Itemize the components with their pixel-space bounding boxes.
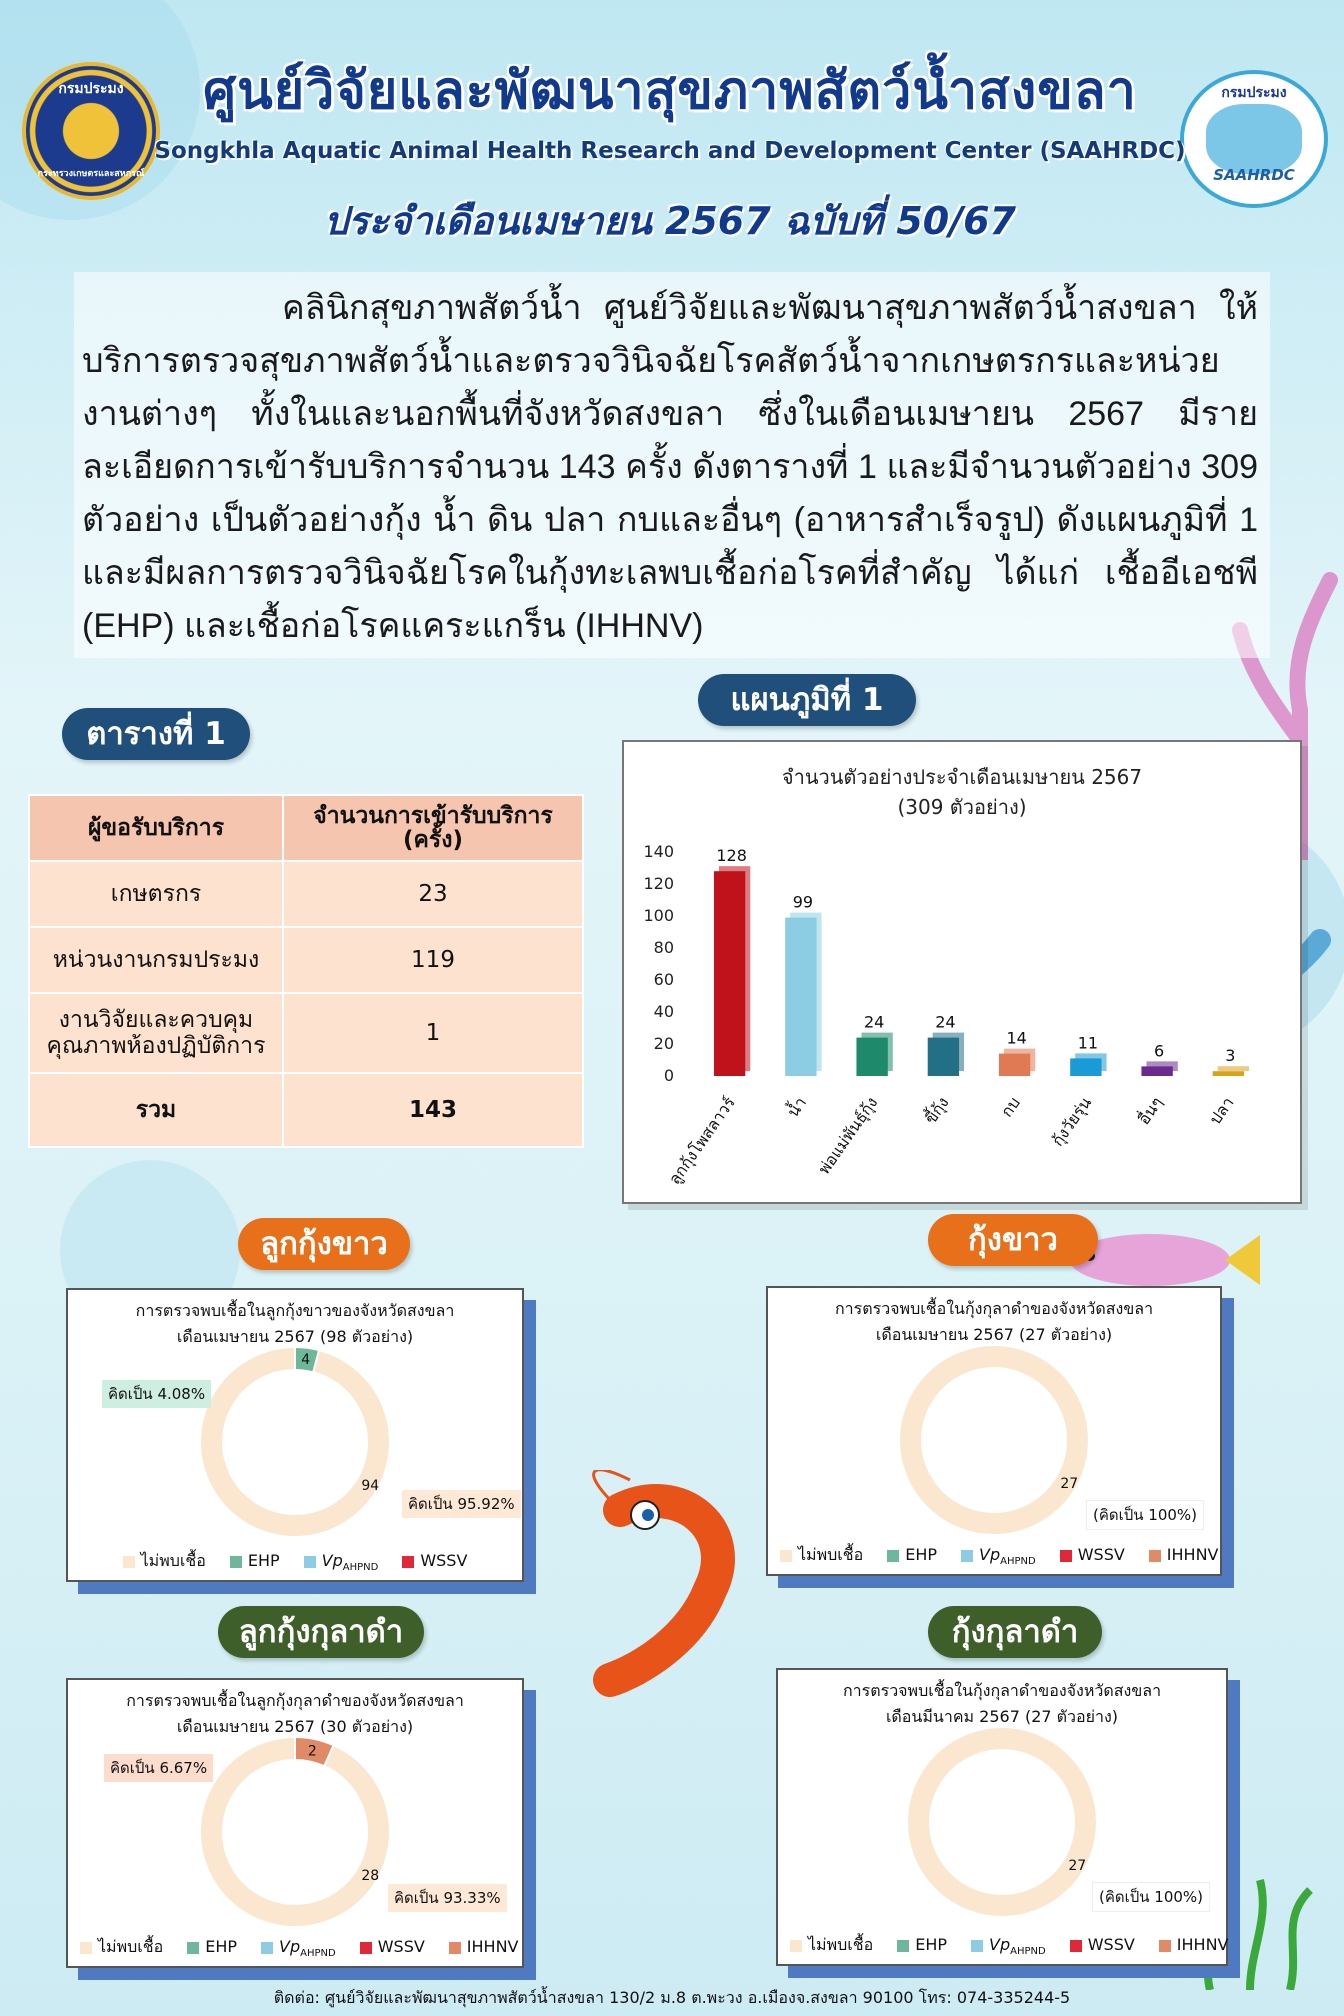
fish-icon xyxy=(1206,104,1302,174)
y-tick-label: 20 xyxy=(653,1034,674,1053)
chart-title: จำนวนตัวอย่างประจำเดือนเมษายน 2567 xyxy=(781,765,1143,789)
donut-card-pl-black-tiger xyxy=(66,1678,524,1968)
donut-value-label: 27 xyxy=(1060,1475,1079,1492)
table-row-total xyxy=(29,1073,583,1147)
legend xyxy=(778,1933,1229,1958)
x-tick-label: ขี้กุ้ง xyxy=(920,1093,953,1128)
table-header-requester: ผู้ขอรับบริการ xyxy=(29,795,283,861)
x-tick-label: กุ้งวัยรุ่น xyxy=(1047,1093,1096,1150)
service-table xyxy=(28,794,584,1148)
y-tick-label: 60 xyxy=(653,970,674,989)
legend-item xyxy=(780,1545,863,1564)
callout-small: คิดเป็น 6.67% xyxy=(104,1754,213,1782)
callout-big: (คิดเป็น 100%) xyxy=(1086,1500,1204,1530)
legend-label: WSSV xyxy=(420,1551,468,1570)
legend-item xyxy=(790,1935,873,1954)
legend-label: WSSV xyxy=(1077,1545,1125,1564)
legend-swatch xyxy=(187,1942,199,1954)
footer-contact: ติดต่อ: ศูนย์วิจัยและพัฒนาสุขภาพสัตว์น้ำสงขลา 130/2 ม.8 ต.พะวง อ.เมืองจ.สงขลา 90100 โทร: 074-335244-5 xyxy=(273,1988,1071,2007)
legend-swatch xyxy=(230,1556,242,1568)
bar xyxy=(785,918,816,1076)
legend-item xyxy=(971,1935,1046,1958)
legend xyxy=(768,1543,1220,1568)
legend-label: IHHNV xyxy=(1166,1545,1219,1564)
legend xyxy=(68,1549,522,1574)
table1-pill: ตารางที่ 1 xyxy=(62,708,250,760)
pill-pl-black-tiger: ลูกกุ้งกุลาดำ xyxy=(218,1606,424,1658)
legend-label: $Vp_{AHPND}$ xyxy=(989,1935,1046,1958)
chart1-pill: แผนภูมิที่ 1 xyxy=(698,674,916,726)
legend-item xyxy=(80,1937,163,1956)
legend-swatch xyxy=(80,1942,92,1954)
legend-swatch xyxy=(971,1940,983,1952)
donut-value-label: 28 xyxy=(361,1867,380,1884)
table-cell-count: 119 xyxy=(283,927,583,993)
y-tick-label: 80 xyxy=(653,938,674,957)
issue-label: ประจำเดือนเมษายน 2567 ฉบับที่ 50/67 xyxy=(324,199,1016,243)
legend-swatch xyxy=(1159,1940,1171,1952)
bar xyxy=(856,1038,887,1076)
pill-black-tiger: กุ้งกุลาดำ xyxy=(928,1606,1102,1658)
legend-swatch xyxy=(360,1942,372,1954)
table-row xyxy=(29,861,583,927)
y-tick-label: 100 xyxy=(643,906,674,925)
callout-small: คิดเป็น 4.08% xyxy=(102,1380,211,1408)
pill-pl-white: ลูกกุ้งขาว xyxy=(238,1218,410,1270)
page-title: ศูนย์วิจัยและพัฒนาสุขภาพสัตว์น้ำสงขลา xyxy=(203,61,1137,121)
department-of-fisheries-logo xyxy=(22,62,160,200)
legend-swatch xyxy=(961,1550,973,1562)
logo-left-text: กรมประมง xyxy=(58,81,124,97)
legend-swatch xyxy=(1070,1940,1082,1952)
donut-value-label: 2 xyxy=(307,1743,317,1760)
legend-item xyxy=(1060,1545,1125,1564)
donut-card-pl-white xyxy=(66,1288,524,1582)
legend-label: WSSV xyxy=(377,1937,425,1956)
table-cell-count: 1 xyxy=(283,993,583,1073)
chart-subtitle: (309 ตัวอย่าง) xyxy=(897,795,1027,819)
legend-swatch xyxy=(1060,1550,1072,1562)
donut-slice xyxy=(200,1347,390,1537)
donut-value-label: 27 xyxy=(1068,1857,1087,1874)
callout-big: คิดเป็น 93.33% xyxy=(388,1884,507,1912)
y-tick-label: 120 xyxy=(643,874,674,893)
table-cell-name: หน่วนงานกรมประมง xyxy=(29,927,283,993)
bar xyxy=(1070,1058,1101,1076)
legend-label: EHP xyxy=(205,1937,238,1956)
x-tick-label: กบ xyxy=(996,1093,1024,1121)
x-tick-label: ลูกกุ้งโพสลาวร์ xyxy=(664,1093,739,1189)
bar-chart xyxy=(624,742,1300,1202)
legend-item xyxy=(897,1935,947,1954)
x-tick-label: น้ำ xyxy=(783,1093,811,1121)
table-row xyxy=(29,927,583,993)
donut-title: การตรวจพบเชื้อในกุ้งกุลาดำของจังหวัดสงขลา เดือนเมษายน 2567 (27 ตัวอย่าง) xyxy=(834,1299,1154,1344)
intro-text: คลินิกสุขภาพสัตว์น้ำ ศูนย์วิจัยและพัฒนาสุขภาพสัตว์น้ำสงขลา ให้บริการตรวจสุขภาพสัตว์น้ำและตรวจวินิจฉัยโรคสัตว์น้ำจากเกษตรกรและหน่วยงานต่างๆ ทั้งในและนอกพื้นที่จังหวัดสงขลา ซึ่งในเดือนเมษายน 2567 มีรายละเอียดการเข้ารับบริการจำนวน 143 ครั้ง ดังตารางที่ 1 และมีจำนวนตัวอย่าง 309 ตัวอย่าง เป็นตัวอย่างกุ้ง น้ำ ดิน ปลา กบและอื่นๆ (อาหารสำเร็จรูป) ดังแผนภูมิที่ 1 และมีผลการตรวจวินิจฉัยโรคในกุ้งทะเลพบเชื้อก่อโรคที่สำคัญ ได้แก่ เชื้ออีเอชพี (EHP) และเชื้อก่อโรคแคระแกร็น (IHHNV) xyxy=(82,289,1258,645)
legend-swatch xyxy=(304,1556,316,1568)
legend-swatch xyxy=(261,1942,273,1954)
pill-white-shrimp: กุ้งขาว xyxy=(928,1214,1098,1266)
bar xyxy=(714,871,745,1076)
bar-value-label: 24 xyxy=(863,1012,885,1032)
legend-label: ไม่พบเชื้อ xyxy=(798,1545,864,1564)
legend-swatch xyxy=(402,1556,414,1568)
x-tick-label: พ่อแม่พันธุ์กุ้ง xyxy=(814,1093,882,1178)
legend-item xyxy=(123,1551,206,1570)
legend-swatch xyxy=(123,1556,135,1568)
bar-chart-panel xyxy=(622,740,1302,1204)
legend-swatch xyxy=(449,1942,461,1954)
bar-value-label: 14 xyxy=(1006,1028,1027,1048)
shrimp-illustration xyxy=(560,1470,760,1700)
legend-item xyxy=(187,1937,237,1956)
callout-big: (คิดเป็น 100%) xyxy=(1092,1882,1210,1912)
table-cell-name: งานวิจัยและควบคุมคุณภาพห้องปฏิบัติการ xyxy=(29,993,283,1073)
bar xyxy=(928,1038,959,1076)
table-row xyxy=(29,993,583,1073)
donut-slice xyxy=(899,1345,1089,1535)
legend-item xyxy=(449,1937,519,1956)
logo-right-top: กรมประมง xyxy=(1221,85,1287,101)
legend-item xyxy=(230,1551,280,1570)
legend-item xyxy=(961,1545,1036,1568)
legend-item xyxy=(304,1551,379,1574)
donut-slice xyxy=(907,1727,1097,1917)
legend-label: IHHNV xyxy=(1176,1935,1229,1954)
legend-swatch xyxy=(887,1550,899,1562)
legend-label: $Vp_{AHPND}$ xyxy=(279,1937,336,1960)
bar-value-label: 99 xyxy=(792,892,814,912)
legend-item xyxy=(1149,1545,1219,1564)
bar-depth xyxy=(1218,1066,1249,1071)
legend-label: ไม่พบเชื้อ xyxy=(98,1937,164,1956)
legend-label: EHP xyxy=(915,1935,948,1954)
legend-item xyxy=(402,1551,467,1570)
table-cell-name: เกษตรกร xyxy=(29,861,283,927)
legend-label: $Vp_{AHPND}$ xyxy=(321,1551,379,1574)
legend-swatch xyxy=(790,1940,802,1952)
donut-title: การตรวจพบเชื้อในลูกกุ้งกุลาดำของจังหวัดสงขลา เดือนเมษายน 2567 (30 ตัวอย่าง) xyxy=(126,1691,464,1736)
legend-label: ไม่พบเชื้อ xyxy=(140,1551,206,1570)
legend-label: $Vp_{AHPND}$ xyxy=(979,1545,1036,1568)
legend-label: EHP xyxy=(905,1545,938,1564)
legend-item xyxy=(360,1937,425,1956)
bar-value-label: 6 xyxy=(1154,1041,1165,1061)
bar-value-label: 128 xyxy=(716,846,747,866)
table-total-value: 143 xyxy=(283,1073,583,1147)
legend-label: WSSV xyxy=(1087,1935,1135,1954)
logo-left-bottom: กระทรวงเกษตรและสหกรณ์ xyxy=(37,169,145,179)
donut-title: การตรวจพบเชื้อในลูกกุ้งขาวของจังหวัดสงขลา เดือนเมษายน 2567 (98 ตัวอย่าง) xyxy=(135,1301,455,1346)
donut-title: การตรวจพบเชื้อในกุ้งกุลาดำของจังหวัดสงขลา เดือนมีนาคม 2567 (27 ตัวอย่าง) xyxy=(842,1681,1162,1726)
callout-big: คิดเป็น 95.92% xyxy=(402,1490,521,1518)
table-total-label: รวม xyxy=(29,1073,283,1147)
y-tick-label: 0 xyxy=(663,1066,674,1085)
legend-item xyxy=(887,1545,937,1564)
legend-label: IHHNV xyxy=(466,1937,519,1956)
bar xyxy=(1141,1066,1172,1076)
donut-value-label: 4 xyxy=(301,1352,311,1369)
bar xyxy=(999,1054,1030,1076)
x-tick-label: ปลา xyxy=(1205,1093,1238,1129)
legend-swatch xyxy=(780,1550,792,1562)
donut-card-white-shrimp xyxy=(766,1286,1222,1576)
bar-value-label: 24 xyxy=(935,1012,956,1032)
y-tick-label: 40 xyxy=(653,1002,674,1021)
x-tick-label: อื่นๆ xyxy=(1134,1093,1167,1129)
donut-value-label: 94 xyxy=(361,1477,380,1494)
table-cell-count: 23 xyxy=(283,861,583,927)
legend-item xyxy=(1070,1935,1135,1954)
legend-swatch xyxy=(1149,1550,1161,1562)
donut-slice xyxy=(200,1737,390,1927)
legend-item xyxy=(261,1937,336,1960)
logo-right-text: SAAHRDC xyxy=(1213,166,1295,184)
legend xyxy=(68,1935,522,1960)
bar xyxy=(1213,1071,1244,1076)
legend-item xyxy=(1159,1935,1229,1954)
intro-panel xyxy=(74,272,1270,658)
saahrdc-logo xyxy=(1180,70,1328,208)
legend-swatch xyxy=(897,1940,909,1952)
legend-label: ไม่พบเชื้อ xyxy=(808,1935,874,1954)
bar-value-label: 3 xyxy=(1225,1046,1236,1066)
bar-value-label: 11 xyxy=(1077,1033,1099,1053)
donut-card-black-tiger xyxy=(776,1668,1228,1966)
legend-label: EHP xyxy=(247,1551,280,1570)
page-subtitle: Songkhla Aquatic Animal Health Research and Development Center (SAAHRDC) xyxy=(154,138,1186,164)
y-tick-label: 140 xyxy=(643,842,674,861)
table-header-count: จำนวนการเข้ารับบริการ (ครั้ง) xyxy=(283,795,583,861)
